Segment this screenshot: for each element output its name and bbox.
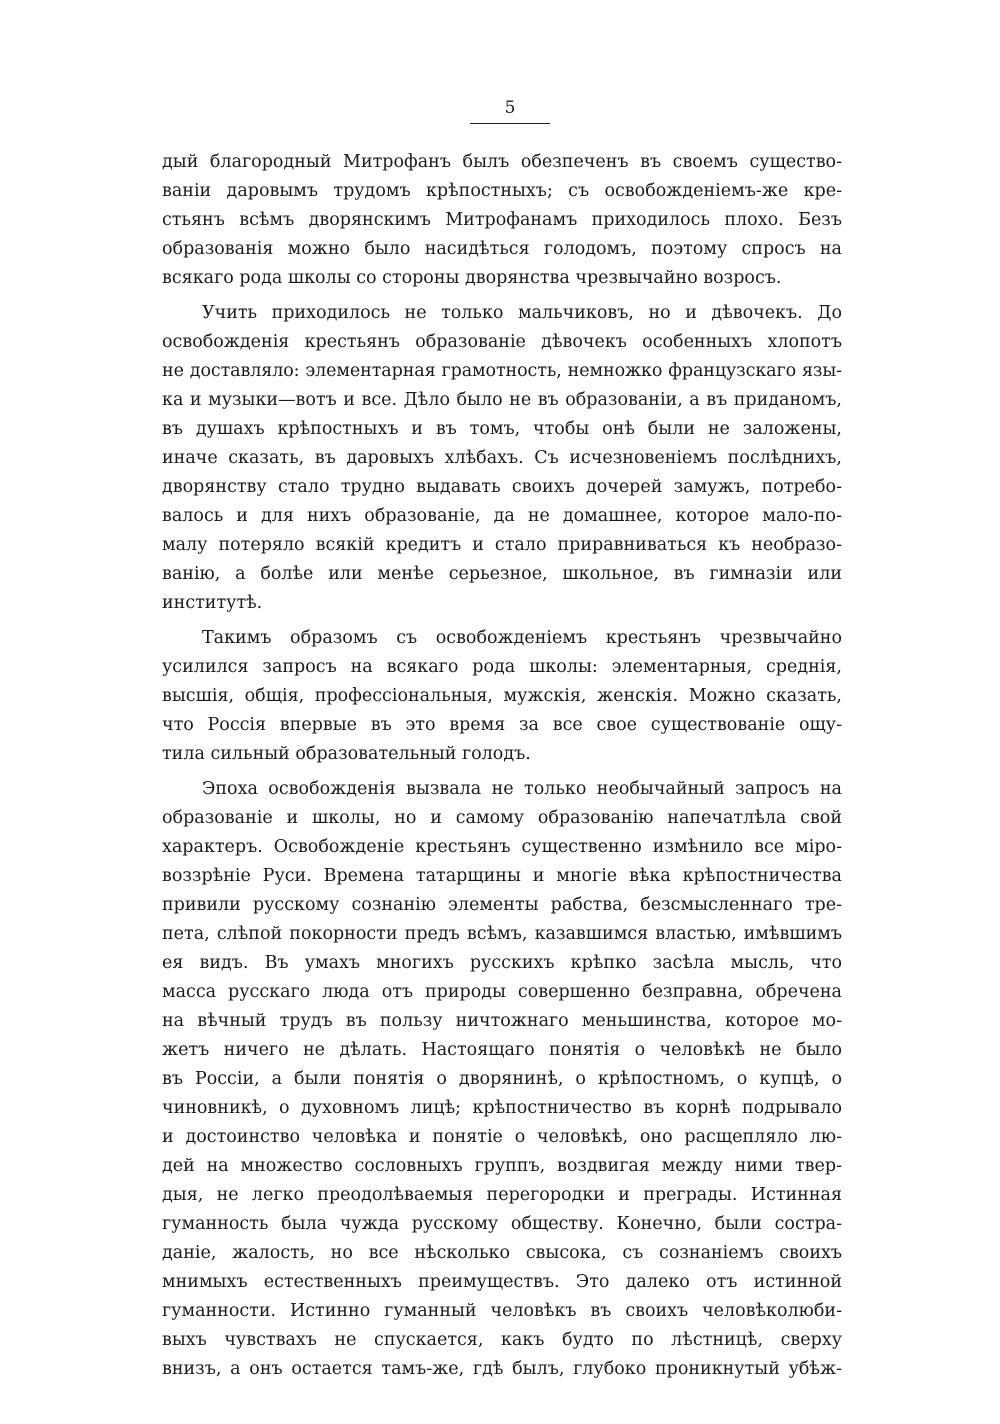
text-line: ванію, а болѣе или менѣе серьезное, школьное, въ гимназіи или [162, 564, 842, 584]
text-line: институтѣ. [162, 593, 263, 613]
text-line: образованіе и школы, но и самому образованію напечатлѣла свой [162, 808, 842, 828]
paragraph-1 [162, 148, 842, 293]
text-line: ея видъ. Въ умахъ многихъ русскихъ крѣпко засѣла мысль, что [162, 953, 842, 973]
text-line: характеръ. Освобожденіе крестьянъ существенно измѣнило все міро- [162, 837, 842, 857]
text-line: стьянъ всѣмъ дворянскимъ Митрофанамъ приходилось плохо. Безъ [162, 210, 842, 230]
paragraph-3 [162, 624, 842, 769]
paragraph-2 [162, 299, 842, 618]
text-line: тила сильный образовательный голодъ. [162, 744, 531, 764]
text-line: пета, слѣпой покорности предъ всѣмъ, казавшимся властью, имѣвшимъ [162, 924, 842, 944]
text-line: мнимыхъ естественныхъ преимуществъ. Это далеко отъ истинной [162, 1272, 842, 1292]
text-line: внизъ, а онъ остается тамъ-же, гдѣ былъ, глубоко проникнутый убѣж- [162, 1359, 842, 1379]
text-line: гуманность была чужда русскому обществу. Конечно, были состра- [162, 1214, 842, 1234]
text-line: выхъ чувствахъ не спускается, какъ будто по лѣстницѣ, сверху [162, 1330, 842, 1350]
text-line: воззрѣніе Руси. Времена татарщины и многіе вѣка крѣпостничества [162, 866, 842, 886]
paragraph-4 [162, 775, 842, 1384]
text-line: усилился запросъ на всякаго рода школы: элементарныя, среднія, [162, 657, 842, 677]
text-line: гуманности. Истинно гуманный человѣкъ въ своихъ человѣколюби- [162, 1301, 842, 1321]
text-line: дей на множество сословныхъ группъ, воздвигая между ними твер- [162, 1156, 842, 1176]
text-line: дворянству стало трудно выдавать своихъ дочерей замужъ, потребо- [162, 477, 842, 497]
text-line: привили русскому сознанію элементы рабства, безсмысленнаго тре- [162, 895, 842, 915]
text-line: ваніи даровымъ трудомъ крѣпостныхъ; съ освобожденіемъ-же кре- [162, 181, 842, 201]
page-number: 5 [504, 98, 516, 118]
text-line: въ Россіи, а были понятія о дворянинѣ, о крѣпостномъ, о купцѣ, о [162, 1069, 842, 1089]
text-line: что Россія впервые въ это время за все свое существованіе ощу- [162, 715, 842, 735]
text-line: масса русскаго люда отъ природы совершенно безправна, обречена [162, 982, 842, 1002]
text-line: образованія можно было насидѣться голодомъ, поэтому спросъ на [162, 239, 842, 259]
text-line: Такимъ образомъ съ освобожденіемъ крестьянъ чрезвычайно [202, 628, 842, 648]
text-line: жетъ ничего не дѣлать. Настоящаго понятія о человѣкѣ не было [162, 1040, 842, 1060]
text-line: на вѣчный трудъ въ пользу ничтожнаго меньшинства, которое мо- [162, 1011, 842, 1031]
text-line: и достоинство человѣка и понятіе о человѣкѣ, оно расщепляло лю- [162, 1127, 842, 1147]
text-line: чиновникѣ, о духовномъ лицѣ; крѣпостничество въ корнѣ подрывало [162, 1098, 842, 1118]
header-rule [470, 123, 550, 124]
text-line: освобожденія крестьянъ образованіе дѣвочекъ особенныхъ хлопотъ [162, 332, 842, 352]
text-line: дый благородный Митрофанъ былъ обезпеченъ въ своемъ существо- [162, 152, 842, 172]
body-text [162, 148, 842, 1384]
text-line: не доставляло: элементарная грамотность, немножко французскаго язы- [162, 361, 842, 381]
text-line: иначе сказать, въ даровыхъ хлѣбахъ. Съ исчезновеніемъ послѣднихъ, [162, 448, 842, 468]
text-line: дыя, не легко преодолѣваемыя перегородки и преграды. Истинная [162, 1185, 842, 1205]
text-line: валось и для нихъ образованіе, да не домашнее, которое мало-по- [162, 506, 842, 526]
text-line: малу потеряло всякій кредитъ и стало приравниваться къ необразо- [162, 535, 842, 555]
text-line: ка и музыки—вотъ и все. Дѣло было не въ образованіи, а въ приданомъ, [162, 390, 842, 410]
text-line: даніе, жалость, но все нѣсколько свысока, съ сознаніемъ своихъ [162, 1243, 842, 1263]
text-line: всякаго рода школы со стороны дворянства чрезвычайно возросъ. [162, 268, 782, 288]
text-line: въ душахъ крѣпостныхъ и въ томъ, чтобы онѣ были не заложены, [162, 419, 842, 439]
text-line: Эпоха освобожденія вызвала не только необычайный запросъ на [202, 779, 842, 799]
text-line: Учить приходилось не только мальчиковъ, но и дѣвочекъ. До [202, 303, 842, 323]
text-line: высшія, общія, профессіональныя, мужскія, женскія. Можно сказать, [162, 686, 842, 706]
